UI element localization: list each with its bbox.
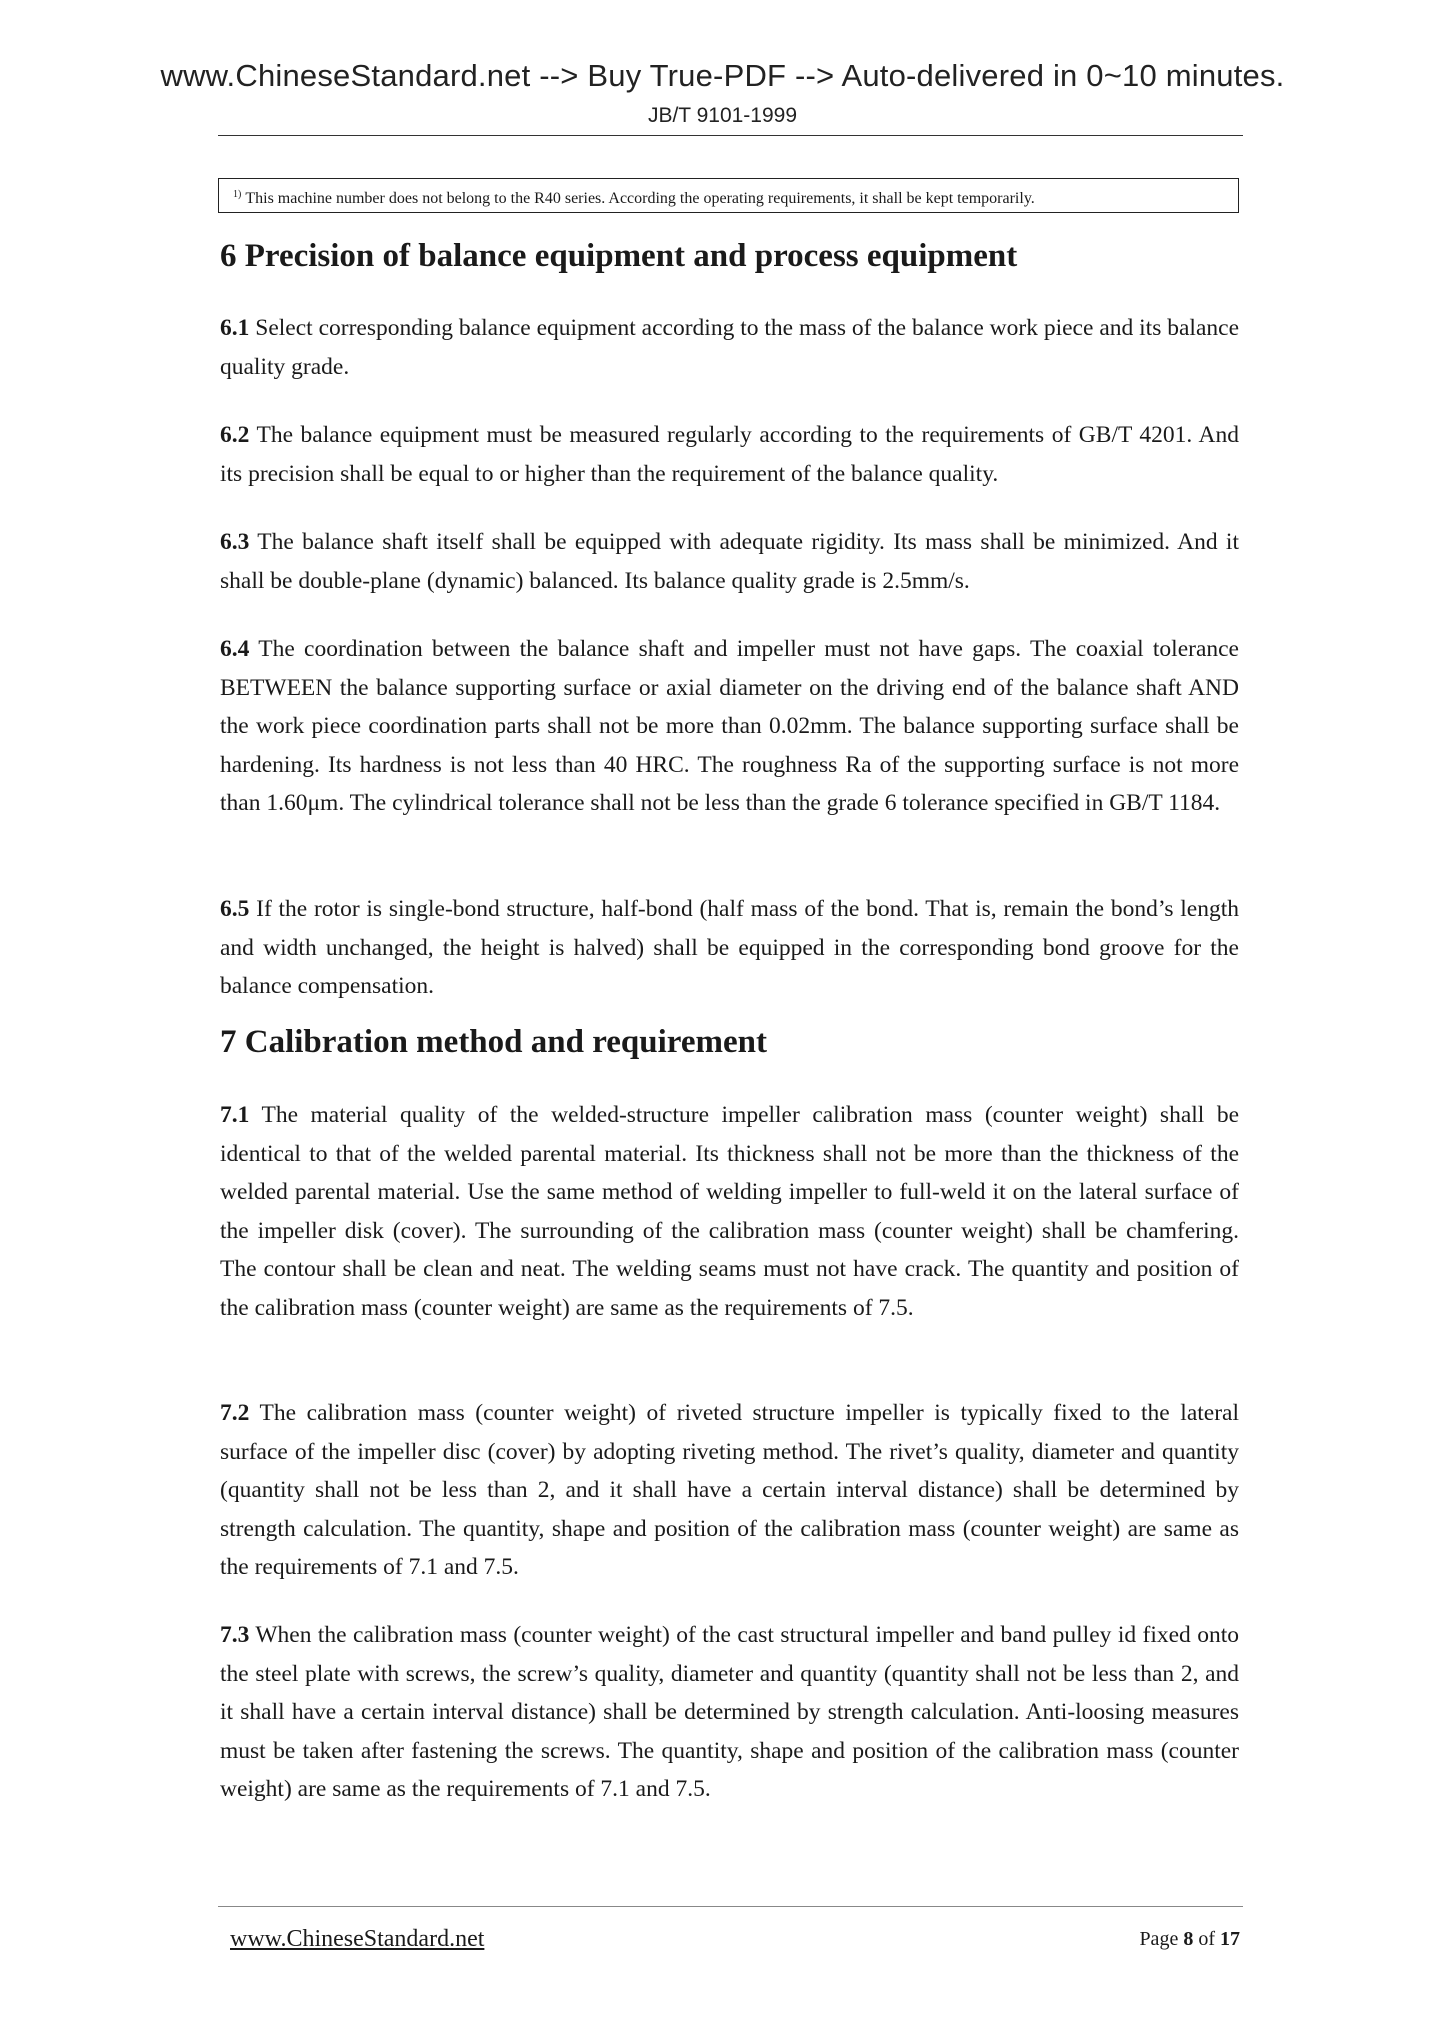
clause-number: 6.3: [220, 529, 250, 555]
document-id: JB/T 9101-1999: [647, 104, 798, 127]
page-indicator: [1139, 1928, 1240, 1951]
site-banner[interactable]: www.ChineseStandard.net --> Buy True-PDF --> Auto-delivered in 0~10 minutes.: [160, 58, 1285, 93]
clause-text: If the rotor is single-bond structure, half-bond (half mass of the bond. That is, remain the bond’s length and width unchanged, the height is halved) shall be equipped in the corresponding bond groove for the balance compensation.: [220, 896, 1239, 999]
clause-number: 6.5: [220, 896, 250, 922]
clause-paragraph: [220, 630, 1239, 823]
clause-text: The coordination between the balance shaft and impeller must not have gaps. The coaxial tolerance BETWEEN the balance supporting surface or axial diameter on the driving end of the balance shaft AND the work piece coordination parts shall not be more than 0.02mm. The balance supporting surface shall be hardening. Its hardness is not less than 40 HRC. The roughness Ra of the supporting surface is not more than 1.60μm. The cylindrical tolerance shall not be less than the grade 6 tolerance specified in GB/T 1184.: [220, 636, 1239, 816]
clause-number: 6.2: [220, 422, 250, 448]
clause-number: 7.1: [220, 1102, 250, 1128]
section-heading: 6 Precision of balance equipment and process equipment: [220, 238, 1018, 274]
clause-text: When the calibration mass (counter weight) of the cast structural impeller and band pulley id fixed onto the steel plate with screws, the screw’s quality, diameter and quantity (quantity shall not be less than 2, and it shall have a certain interval distance) shall be determined by strength calculation. Anti-loosing measures must be taken after fastening the screws. The quantity, shape and position of the calibration mass (counter weight) are same as the requirements of 7.1 and 7.5.: [220, 1622, 1239, 1802]
clause-number: 7.2: [220, 1400, 250, 1426]
clause-paragraph: [220, 890, 1239, 1006]
clause-number: 6.1: [220, 315, 250, 341]
header-divider: [218, 135, 1243, 136]
clause-text: The calibration mass (counter weight) of riveted structure impeller is typically fixed to the lateral surface of the impeller disc (cover) by adopting riveting method. The rivet’s quality, diameter and quantity (quantity shall not be less than 2, and it shall have a certain interval distance) shall be determined by strength calculation. The quantity, shape and position of the calibration mass (counter weight) are same as the requirements of 7.1 and 7.5.: [220, 1400, 1240, 1580]
footnote-marker: 1): [233, 189, 242, 200]
page-current: 8: [1183, 1928, 1194, 1950]
clause-number: 6.4: [220, 636, 250, 662]
clause-paragraph: [220, 309, 1239, 386]
page-of-word: of: [1198, 1928, 1215, 1950]
footer-divider: [218, 1906, 1243, 1907]
footer-site-link[interactable]: www.ChineseStandard.net: [230, 1926, 485, 1952]
footnote-text: This machine number does not belong to the R40 series. According the operating requirements, it shall be kept temporarily.: [245, 190, 1035, 207]
clause-paragraph: [220, 1096, 1239, 1327]
clause-paragraph: [220, 416, 1239, 493]
clause-text: The balance equipment must be measured regularly according to the requirements of GB/T 4201. And its precision shall be equal to or higher than the requirement of the balance quality.: [220, 422, 1239, 487]
clause-paragraph: [220, 1394, 1239, 1587]
page-word: Page: [1139, 1928, 1179, 1950]
clause-text: The balance shaft itself shall be equipped with adequate rigidity. Its mass shall be minimized. And it shall be double-plane (dynamic) balanced. Its balance quality grade is 2.5mm/s.: [220, 529, 1239, 594]
clause-paragraph: [220, 523, 1239, 600]
clause-text: Select corresponding balance equipment according to the mass of the balance work piece and its balance quality grade.: [220, 315, 1239, 380]
footnote-box: [218, 178, 1239, 213]
clause-number: 7.3: [220, 1622, 250, 1648]
section-heading: 7 Calibration method and requirement: [220, 1024, 767, 1060]
clause-text: The material quality of the welded-structure impeller calibration mass (counter weight) shall be identical to that of the welded parental material. Its thickness shall not be more than the thickness of the welded parental material. Use the same method of welding impeller to full-weld it on the lateral surface of the impeller disk (cover). The surrounding of the calibration mass (counter weight) shall be chamfering. The contour shall be clean and neat. The welding seams must not have crack. The quantity and position of the calibration mass (counter weight) are same as the requirements of 7.5.: [220, 1102, 1239, 1321]
page-total: 17: [1220, 1928, 1240, 1950]
clause-paragraph: [220, 1616, 1239, 1809]
